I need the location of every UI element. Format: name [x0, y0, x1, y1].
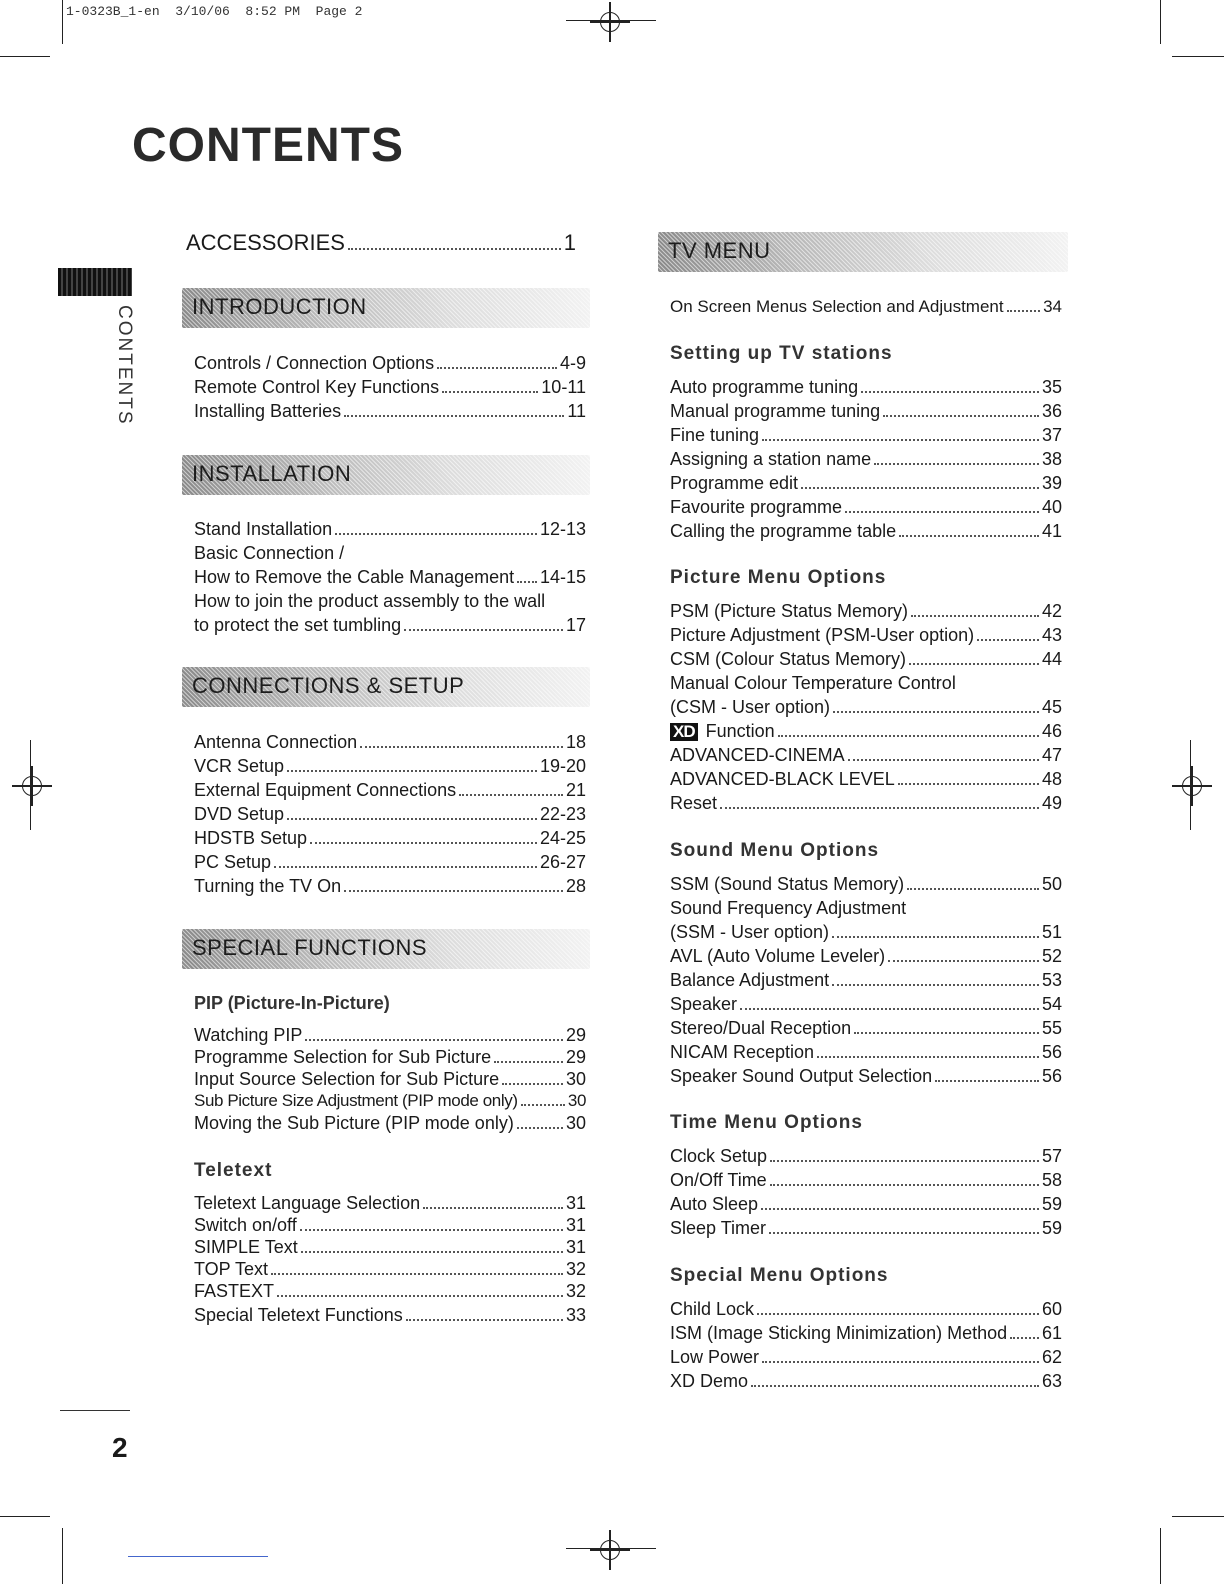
- footer-underline: [128, 1556, 268, 1557]
- toc-page: 28: [565, 876, 586, 896]
- crop-mark: [1160, 1528, 1161, 1584]
- section-heading: SPECIAL FUNCTIONS: [192, 935, 428, 960]
- toc-label: XD Demo: [670, 1371, 749, 1391]
- dot-leader: [769, 1218, 1039, 1234]
- toc-entry[interactable]: [670, 376, 1062, 398]
- toc-entry[interactable]: [194, 614, 586, 636]
- toc-label: ADVANCED-BLACK LEVEL: [670, 769, 895, 789]
- toc-entry[interactable]: [670, 520, 1062, 542]
- dot-leader: [502, 1069, 563, 1085]
- dot-leader: [899, 521, 1039, 537]
- toc-label: Controls / Connection Options: [194, 353, 435, 373]
- toc-page: 17: [565, 615, 586, 635]
- toc-label: Manual programme tuning: [670, 401, 881, 421]
- toc-page: 54: [1041, 994, 1062, 1014]
- toc-entry[interactable]: [194, 1024, 586, 1046]
- toc-page: 35: [1041, 377, 1062, 397]
- toc-page: 40: [1041, 497, 1062, 517]
- toc-entry[interactable]: [194, 1090, 586, 1112]
- toc-entry[interactable]: [194, 518, 586, 540]
- dot-leader: [817, 1042, 1039, 1058]
- toc-page: 29: [565, 1047, 586, 1067]
- toc-entry[interactable]: [670, 600, 1062, 622]
- toc-entry[interactable]: [670, 1193, 1062, 1215]
- toc-page: 63: [1041, 1371, 1062, 1391]
- toc-entry[interactable]: [194, 1112, 586, 1134]
- toc-label: External Equipment Connections: [194, 780, 457, 800]
- crop-mark: [62, 1528, 63, 1584]
- dot-leader: [442, 377, 538, 393]
- xd-logo-icon: XD: [670, 723, 698, 741]
- toc-entry[interactable]: [194, 566, 586, 588]
- dot-leader: [517, 567, 537, 583]
- dot-leader: [406, 1305, 563, 1321]
- toc-page: 56: [1041, 1066, 1062, 1086]
- toc-entry[interactable]: [194, 1046, 586, 1068]
- dot-leader: [911, 601, 1039, 617]
- toc-label: Stand Installation: [194, 519, 333, 539]
- toc-label: Turning the TV On: [194, 876, 342, 896]
- toc-page: 47: [1041, 745, 1062, 765]
- toc-label: Function: [705, 721, 775, 741]
- crop-mark: [0, 1516, 50, 1517]
- subsection-heading-picture: Picture Menu Options: [670, 567, 887, 588]
- dot-leader: [494, 1047, 563, 1063]
- page-number: 2: [112, 1432, 128, 1463]
- toc-entry[interactable]: [194, 1258, 586, 1280]
- toc-label: On Screen Menus Selection and Adjustment: [670, 297, 1004, 316]
- subsection-heading-pip: PIP (Picture-In-Picture): [194, 993, 390, 1013]
- toc-entry-continued: How to join the product assembly to the wall: [194, 591, 546, 611]
- toc-page: 59: [1041, 1218, 1062, 1238]
- dot-leader: [720, 793, 1039, 809]
- toc-label: Stereo/Dual Reception: [670, 1018, 852, 1038]
- toc-page: 30: [565, 1113, 586, 1133]
- toc-page: 10-11: [541, 377, 586, 397]
- toc-entry[interactable]: [670, 400, 1062, 422]
- toc-page: 49: [1041, 793, 1062, 813]
- side-section-label: CONTENTS: [114, 305, 135, 426]
- toc-entry[interactable]: [194, 827, 586, 849]
- toc-label: HDSTB Setup: [194, 828, 308, 848]
- section-band-connections: [182, 667, 590, 707]
- dot-leader: [300, 1215, 563, 1231]
- dot-leader: [423, 1193, 563, 1209]
- subsection-heading-setting-up: Setting up TV stations: [670, 343, 893, 364]
- toc-entry[interactable]: [670, 496, 1062, 518]
- page-title: CONTENTS: [132, 119, 404, 172]
- toc-page: 26-27: [539, 852, 586, 872]
- dot-leader: [861, 377, 1039, 393]
- toc-entry[interactable]: [670, 1370, 1062, 1392]
- toc-entry[interactable]: [670, 1017, 1062, 1039]
- dot-leader: [287, 804, 537, 820]
- toc-page: 37: [1041, 425, 1062, 445]
- toc-entry[interactable]: [194, 1192, 586, 1214]
- dot-leader: [301, 1237, 563, 1253]
- toc-label: Sub Picture Size Adjustment (PIP mode only): [194, 1091, 518, 1110]
- dot-leader: [833, 697, 1039, 713]
- dot-leader: [740, 994, 1039, 1010]
- dot-leader: [801, 473, 1039, 489]
- crop-mark: [0, 56, 50, 57]
- toc-entry-accessories[interactable]: [186, 230, 576, 256]
- crop-mark: [1172, 1516, 1224, 1517]
- toc-entry[interactable]: [194, 376, 586, 398]
- crop-mark: [1160, 0, 1161, 44]
- toc-label: On/Off Time: [670, 1170, 767, 1190]
- toc-entry[interactable]: [670, 424, 1062, 446]
- toc-label: ADVANCED-CINEMA: [670, 745, 845, 765]
- toc-label: PC Setup: [194, 852, 272, 872]
- toc-label: Antenna Connection: [194, 732, 358, 752]
- toc-label: ISM (Image Sticking Minimization) Method: [670, 1323, 1008, 1343]
- toc-entry[interactable]: [194, 1304, 586, 1326]
- toc-entry[interactable]: [670, 921, 1062, 943]
- toc-entry-continued: Sound Frequency Adjustment: [670, 898, 907, 918]
- dot-leader: [845, 497, 1039, 513]
- dot-leader: [770, 1170, 1039, 1186]
- dot-leader: [832, 970, 1039, 986]
- toc-entry[interactable]: [670, 768, 1062, 790]
- dot-leader: [344, 401, 564, 417]
- toc-page: 42: [1041, 601, 1062, 621]
- toc-page: 36: [1041, 401, 1062, 421]
- dot-leader: [335, 519, 537, 535]
- dot-leader: [770, 1146, 1039, 1162]
- toc-label: Switch on/off: [194, 1215, 297, 1235]
- dot-leader: [898, 769, 1039, 785]
- toc-label: Favourite programme: [670, 497, 843, 517]
- toc-entry[interactable]: [670, 448, 1062, 470]
- toc-entry[interactable]: [194, 875, 586, 897]
- dot-leader: [271, 1259, 563, 1275]
- toc-entry[interactable]: [194, 1280, 586, 1302]
- toc-page: 11: [567, 401, 586, 421]
- dot-leader: [277, 1281, 563, 1297]
- registration-mark-icon: [590, 2, 630, 42]
- registration-mark-icon: [590, 1530, 630, 1570]
- toc-label: Calling the programme table: [670, 521, 897, 541]
- toc-entry[interactable]: [670, 969, 1062, 991]
- toc-page: 1: [563, 230, 576, 255]
- dot-leader: [459, 780, 563, 796]
- toc-label: Fine tuning: [670, 425, 760, 445]
- toc-entry[interactable]: [194, 1236, 586, 1258]
- toc-entry[interactable]: [670, 1346, 1062, 1368]
- toc-page: 18: [565, 732, 586, 752]
- dot-leader: [274, 852, 537, 868]
- toc-page: 45: [1041, 697, 1062, 717]
- section-band-tv-menu: [658, 232, 1068, 272]
- dot-leader: [778, 721, 1039, 737]
- toc-label: AVL (Auto Volume Leveler): [670, 946, 886, 966]
- toc-page: 38: [1041, 449, 1062, 469]
- dot-leader: [310, 828, 537, 844]
- toc-page: 46: [1041, 721, 1062, 741]
- section-heading: INTRODUCTION: [192, 294, 367, 319]
- registration-mark-icon: [1172, 766, 1212, 806]
- toc-label: Programme Selection for Sub Picture: [194, 1047, 492, 1067]
- toc-label: SIMPLE Text: [194, 1237, 298, 1257]
- toc-page: 21: [565, 780, 586, 800]
- toc-label: Teletext Language Selection: [194, 1193, 421, 1213]
- toc-entry[interactable]: [194, 851, 586, 873]
- dot-leader: [854, 1018, 1039, 1034]
- toc-page: 62: [1041, 1347, 1062, 1367]
- toc-page: 32: [565, 1281, 586, 1301]
- toc-page: 56: [1041, 1042, 1062, 1062]
- toc-label: Picture Adjustment (PSM-User option): [670, 625, 975, 645]
- toc-label: Installing Batteries: [194, 401, 342, 421]
- dot-leader: [935, 1066, 1039, 1082]
- toc-label: DVD Setup: [194, 804, 285, 824]
- toc-entry[interactable]: [670, 993, 1062, 1015]
- toc-page: 58: [1041, 1170, 1062, 1190]
- toc-entry[interactable]: [194, 779, 586, 801]
- toc-page: 4-9: [559, 353, 586, 373]
- section-band-installation: [182, 455, 590, 495]
- toc-page: 48: [1041, 769, 1062, 789]
- dot-leader: [344, 876, 563, 892]
- toc-label: Watching PIP: [194, 1025, 303, 1045]
- toc-entry-xd-function[interactable]: [670, 720, 1062, 742]
- crop-mark: [1172, 56, 1224, 57]
- toc-label: Moving the Sub Picture (PIP mode only): [194, 1113, 514, 1133]
- toc-label: Programme edit: [670, 473, 799, 493]
- toc-label: (SSM - User option): [670, 922, 830, 942]
- toc-entry-continued: Manual Colour Temperature Control: [670, 673, 956, 693]
- toc-label: Special Teletext Functions: [194, 1305, 403, 1325]
- toc-label: How to Remove the Cable Management: [194, 567, 515, 587]
- toc-entry[interactable]: [670, 744, 1062, 766]
- dot-leader: [977, 625, 1039, 641]
- toc-page: 31: [565, 1193, 586, 1213]
- toc-page: 44: [1041, 649, 1062, 669]
- toc-entry[interactable]: [670, 1217, 1062, 1239]
- dot-leader: [757, 1299, 1039, 1315]
- toc-entry[interactable]: [670, 1145, 1062, 1167]
- dot-leader: [1010, 1323, 1039, 1339]
- dot-leader: [517, 1113, 563, 1129]
- toc-label: to protect the set tumbling: [194, 615, 402, 635]
- toc-page: 32: [565, 1259, 586, 1279]
- toc-label: Auto programme tuning: [670, 377, 859, 397]
- toc-entry[interactable]: [194, 731, 586, 753]
- toc-page: 24-25: [539, 828, 586, 848]
- toc-entry[interactable]: [670, 792, 1062, 814]
- toc-page: 29: [565, 1025, 586, 1045]
- toc-page: 31: [565, 1237, 586, 1257]
- section-heading: CONNECTIONS & SETUP: [192, 673, 465, 698]
- toc-label: Speaker: [670, 994, 738, 1014]
- dot-leader: [762, 425, 1039, 441]
- subsection-heading-teletext: Teletext: [194, 1160, 273, 1181]
- dot-leader: [1007, 296, 1040, 312]
- footer-rule: [60, 1410, 130, 1411]
- toc-entry-continued: Basic Connection /: [194, 543, 345, 563]
- toc-label: Low Power: [670, 1347, 760, 1367]
- registration-mark-icon: [12, 766, 52, 806]
- toc-page: 14-15: [539, 567, 586, 587]
- dot-leader: [848, 745, 1039, 761]
- toc-page: 33: [565, 1305, 586, 1325]
- section-heading: INSTALLATION: [192, 461, 352, 486]
- toc-entry[interactable]: [670, 472, 1062, 494]
- toc-entry[interactable]: [194, 803, 586, 825]
- toc-entry[interactable]: [194, 1068, 586, 1090]
- toc-entry[interactable]: [670, 696, 1062, 718]
- toc-label: Remote Control Key Functions: [194, 377, 440, 397]
- toc-entry[interactable]: [670, 648, 1062, 670]
- dot-leader: [404, 615, 563, 631]
- subsection-heading-time: Time Menu Options: [670, 1112, 863, 1133]
- toc-entry[interactable]: [194, 400, 586, 422]
- toc-label: Auto Sleep: [670, 1194, 759, 1214]
- toc-label: Reset: [670, 793, 718, 813]
- section-band-special-functions: [182, 929, 590, 969]
- toc-label: Input Source Selection for Sub Picture: [194, 1069, 500, 1089]
- toc-label: Balance Adjustment: [670, 970, 830, 990]
- dot-leader: [832, 922, 1039, 938]
- section-heading: TV MENU: [668, 238, 771, 263]
- toc-page: 57: [1041, 1146, 1062, 1166]
- toc-label: (CSM - User option): [670, 697, 831, 717]
- toc-label: Child Lock: [670, 1299, 755, 1319]
- toc-page: 19-20: [539, 756, 586, 776]
- dot-leader: [751, 1371, 1039, 1387]
- dot-leader: [888, 946, 1039, 962]
- dot-leader: [762, 1347, 1039, 1363]
- toc-entry[interactable]: [670, 1298, 1062, 1320]
- dot-leader: [909, 649, 1039, 665]
- dot-leader: [305, 1025, 563, 1041]
- toc-label: FASTEXT: [194, 1281, 275, 1301]
- toc-page: 59: [1041, 1194, 1062, 1214]
- toc-label: Assigning a station name: [670, 449, 872, 469]
- toc-page: 61: [1041, 1323, 1062, 1343]
- toc-entry[interactable]: [670, 1322, 1062, 1344]
- toc-entry[interactable]: [670, 1169, 1062, 1191]
- toc-label: VCR Setup: [194, 756, 285, 776]
- subsection-heading-special: Special Menu Options: [670, 1265, 889, 1286]
- dot-leader: [521, 1090, 565, 1106]
- toc-page: 43: [1041, 625, 1062, 645]
- toc-page: 39: [1041, 473, 1062, 493]
- toc-label: Sleep Timer: [670, 1218, 767, 1238]
- toc-page: 12-13: [539, 519, 586, 539]
- section-band-introduction: [182, 288, 590, 328]
- toc-label: Clock Setup: [670, 1146, 768, 1166]
- toc-entry[interactable]: [194, 755, 586, 777]
- toc-page: 51: [1041, 922, 1062, 942]
- printer-slug: 1-0323B_1-en 3/10/06 8:52 PM Page 2: [66, 4, 363, 19]
- toc-label: TOP Text: [194, 1259, 269, 1279]
- toc-page: 22-23: [539, 804, 586, 824]
- dot-leader: [437, 353, 557, 369]
- dot-leader: [761, 1194, 1039, 1210]
- toc-label: PSM (Picture Status Memory): [670, 601, 909, 621]
- toc-entry[interactable]: [194, 352, 586, 374]
- toc-page: 50: [1041, 874, 1062, 894]
- dot-leader: [287, 756, 537, 772]
- toc-page: 30: [567, 1091, 586, 1110]
- toc-page: 41: [1041, 521, 1062, 541]
- toc-label: ACCESSORIES: [186, 230, 345, 255]
- toc-page: 55: [1041, 1018, 1062, 1038]
- toc-entry-screen-menus[interactable]: [670, 296, 1062, 318]
- dot-leader: [874, 449, 1039, 465]
- crop-mark: [62, 0, 63, 44]
- dot-leader: [907, 874, 1039, 890]
- toc-entry[interactable]: [670, 624, 1062, 646]
- section-tab-marker: [58, 268, 132, 296]
- toc-page: 53: [1041, 970, 1062, 990]
- subsection-heading-sound: Sound Menu Options: [670, 840, 880, 861]
- toc-label: Speaker Sound Output Selection: [670, 1066, 933, 1086]
- toc-entry[interactable]: [670, 873, 1062, 895]
- dot-leader: [348, 234, 561, 250]
- dot-leader: [883, 401, 1039, 417]
- toc-entry[interactable]: [194, 1214, 586, 1236]
- toc-page: 30: [565, 1069, 586, 1089]
- toc-page: 31: [565, 1215, 586, 1235]
- toc-page: 34: [1043, 297, 1062, 316]
- toc-page: 60: [1041, 1299, 1062, 1319]
- toc-entry[interactable]: [670, 1065, 1062, 1087]
- toc-label: CSM (Colour Status Memory): [670, 649, 907, 669]
- toc-label: NICAM Reception: [670, 1042, 815, 1062]
- toc-entry[interactable]: [670, 1041, 1062, 1063]
- toc-label: SSM (Sound Status Memory): [670, 874, 905, 894]
- toc-entry[interactable]: [670, 945, 1062, 967]
- toc-page: 52: [1041, 946, 1062, 966]
- dot-leader: [360, 732, 563, 748]
